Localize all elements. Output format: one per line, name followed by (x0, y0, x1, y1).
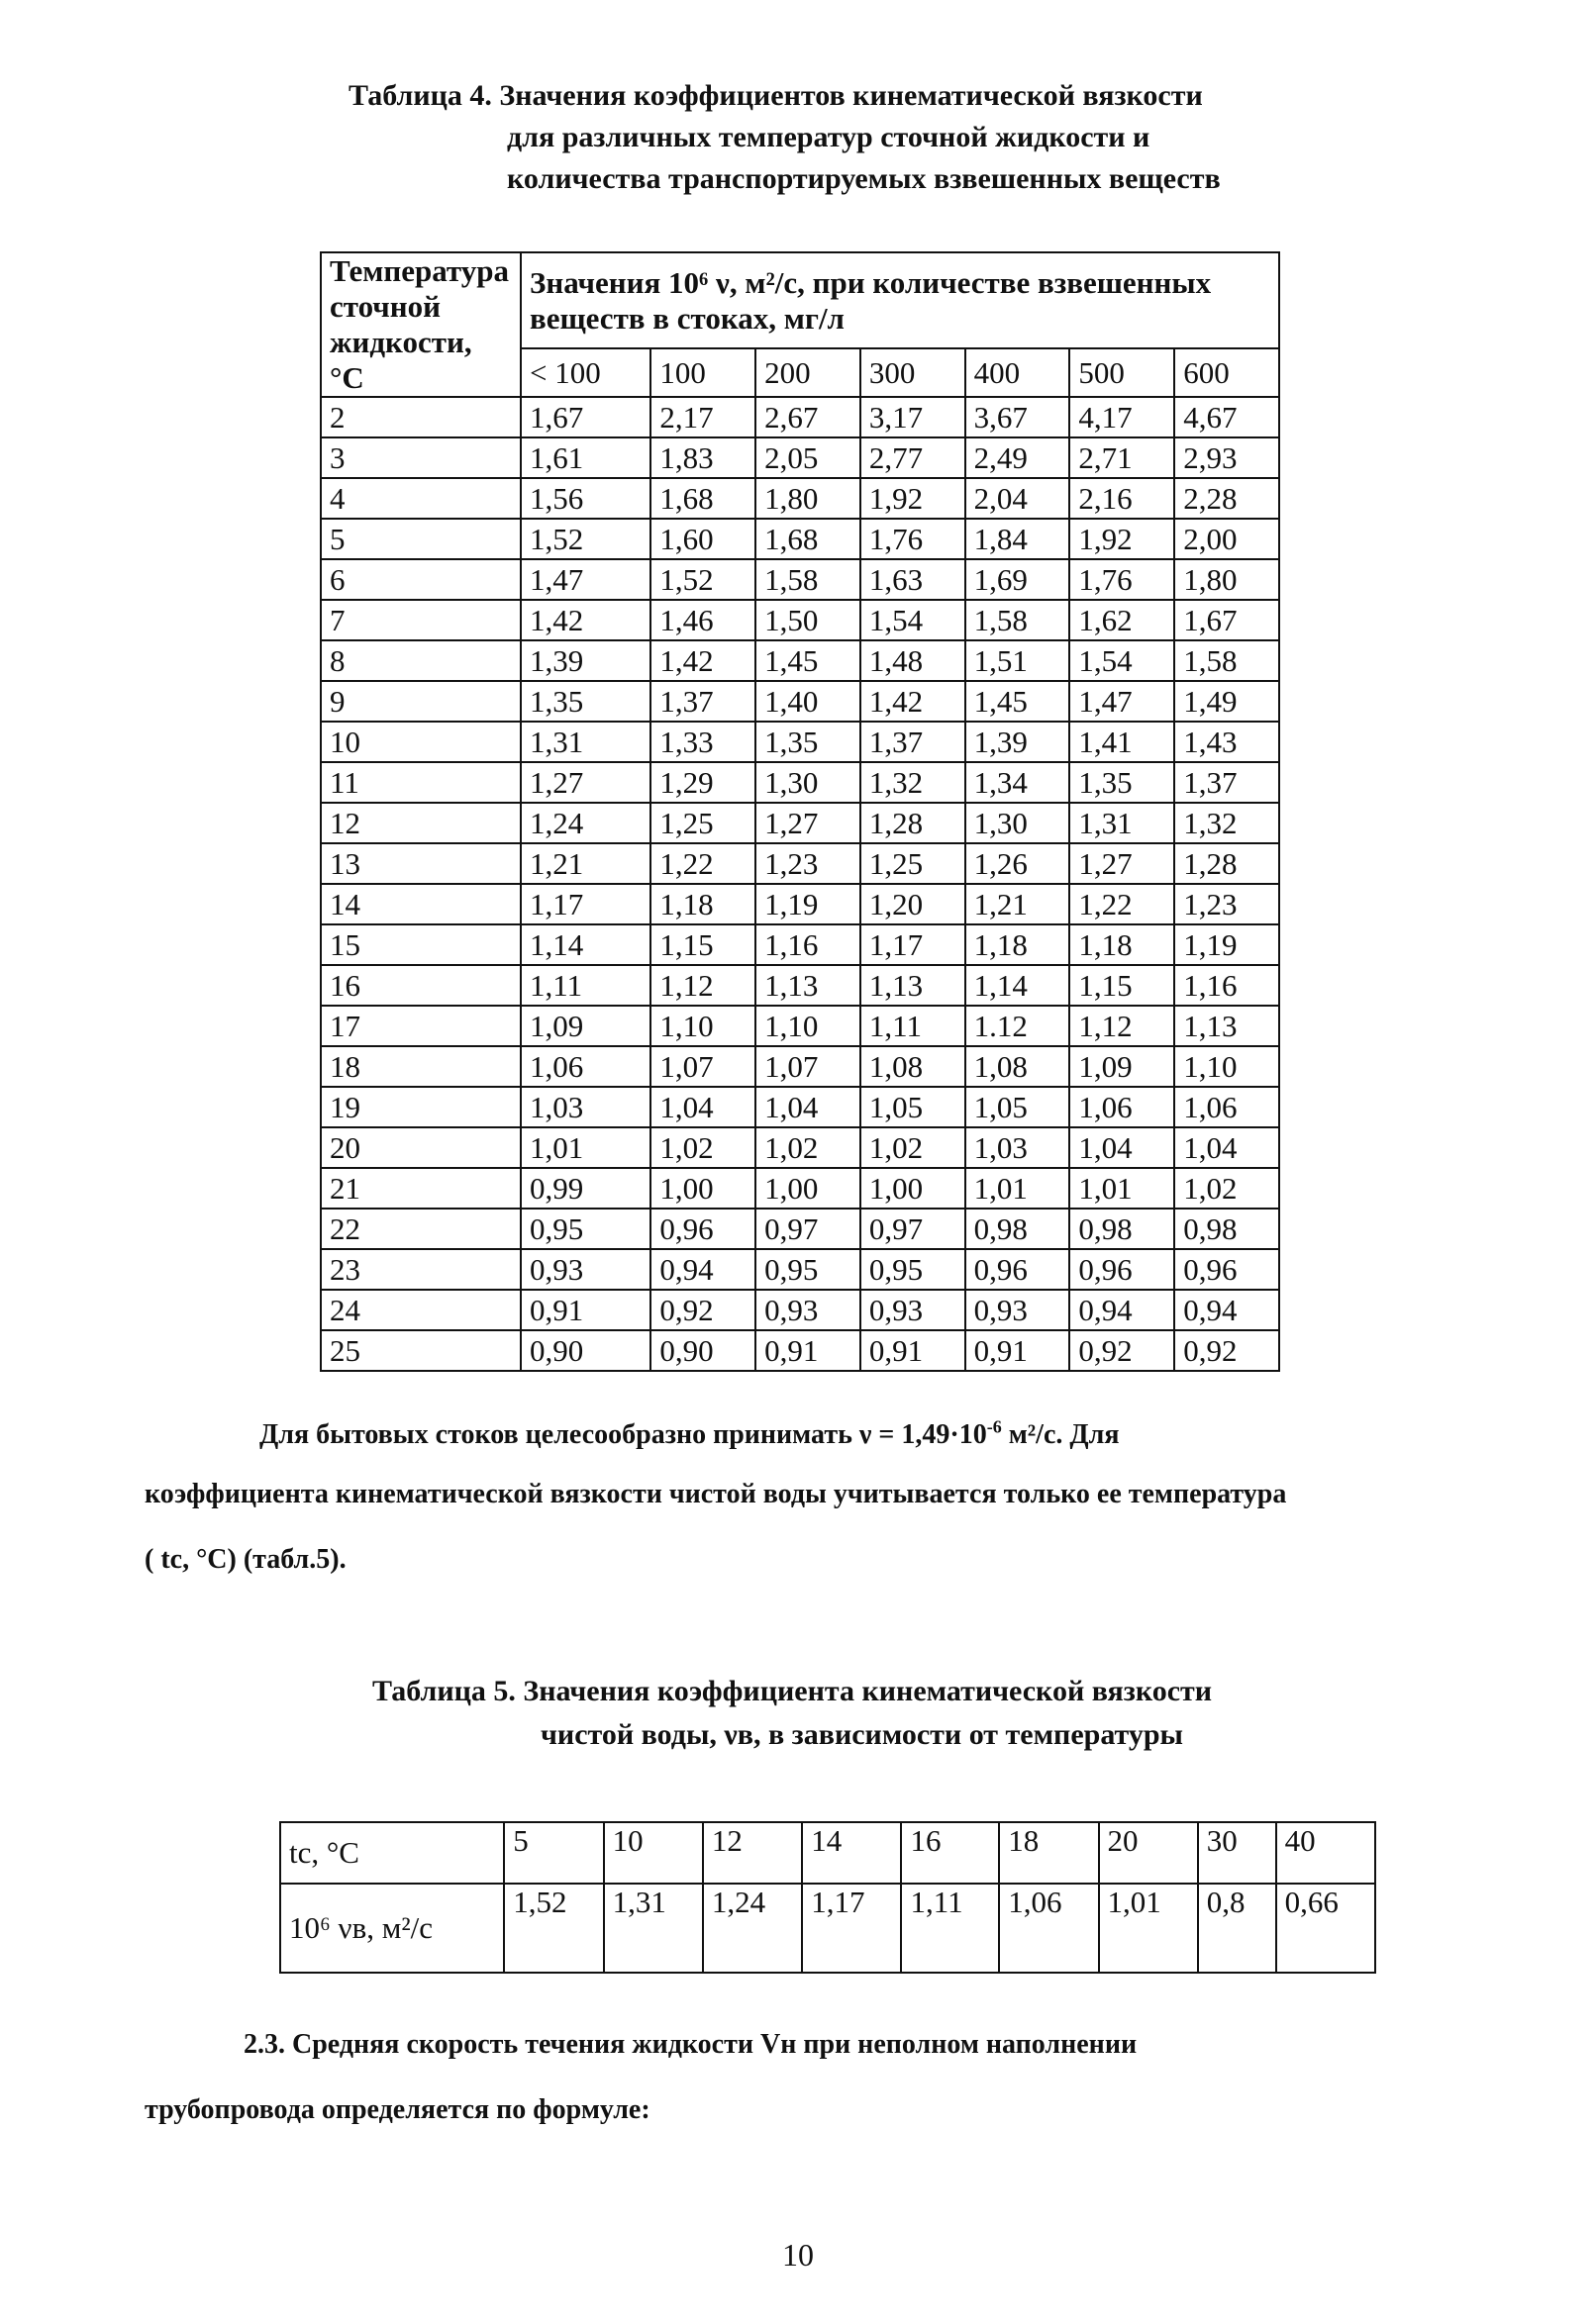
value-cell: 1,31 (604, 1884, 703, 1973)
value-cell: 0,95 (860, 1249, 965, 1290)
value-cell: 1,11 (901, 1884, 999, 1973)
value-cell: 2,67 (755, 397, 860, 437)
value-cell: 1,84 (965, 519, 1070, 559)
value-cell: 1,52 (650, 559, 755, 600)
value-cell: 2,17 (650, 397, 755, 437)
value-cell: 1,32 (1174, 803, 1279, 843)
value-cell: 1,69 (965, 559, 1070, 600)
value-cell: 1,37 (650, 681, 755, 722)
value-cell: 1,13 (860, 965, 965, 1006)
table-row (321, 640, 1279, 681)
value-cell: 0,92 (1069, 1330, 1174, 1371)
value-cell: 1,12 (1069, 1006, 1174, 1046)
value-cell: 0,98 (1069, 1209, 1174, 1249)
value-cell: 1,16 (1174, 965, 1279, 1006)
value-cell: 2,77 (860, 437, 965, 478)
value-cell: 1,61 (521, 437, 650, 478)
value-cell: 1,42 (650, 640, 755, 681)
table4-header-row (321, 252, 1279, 348)
paragraph2-line2: трубопровода определяется по формуле: (145, 2094, 650, 2125)
table5-row2-label: 10⁶ νв, м²/с (280, 1884, 504, 1973)
table-row (321, 1127, 1279, 1168)
value-cell: 1,68 (650, 478, 755, 519)
value-cell: 1,63 (860, 559, 965, 600)
value-cell: 1,68 (755, 519, 860, 559)
value-cell: 1,31 (1069, 803, 1174, 843)
temperature-cell: 7 (321, 600, 521, 640)
value-cell: 1,04 (1069, 1127, 1174, 1168)
table5-value-row (280, 1884, 1375, 1973)
value-cell: 1,06 (999, 1884, 1098, 1973)
temperature-cell: 11 (321, 762, 521, 803)
value-cell: 1,47 (521, 559, 650, 600)
value-cell: 1,16 (755, 924, 860, 965)
value-cell: 0,91 (860, 1330, 965, 1371)
value-cell: 0,95 (755, 1249, 860, 1290)
temperature-cell: 5 (321, 519, 521, 559)
temperature-cell: 10 (321, 722, 521, 762)
value-cell: 1,11 (860, 1006, 965, 1046)
temperature-cell: 30 (1198, 1822, 1276, 1884)
temperature-cell: 9 (321, 681, 521, 722)
temperature-cell: 20 (321, 1127, 521, 1168)
value-cell: 1,52 (504, 1884, 603, 1973)
value-cell: 1,02 (1174, 1168, 1279, 1209)
value-cell: 1,35 (521, 681, 650, 722)
value-cell: 1,06 (1174, 1087, 1279, 1127)
table-row (321, 559, 1279, 600)
value-cell: 1,92 (1069, 519, 1174, 559)
temperature-cell: 10 (604, 1822, 703, 1884)
paragraph1-line1 (259, 1416, 1120, 1451)
value-cell: 3,17 (860, 397, 965, 437)
temperature-cell: 12 (321, 803, 521, 843)
value-cell: 1,22 (650, 843, 755, 884)
value-cell: 0,99 (521, 1168, 650, 1209)
value-cell: 0,94 (1174, 1290, 1279, 1330)
value-cell: 1,18 (965, 924, 1070, 965)
table-row (321, 1006, 1279, 1046)
value-cell: 1,39 (521, 640, 650, 681)
value-cell: 1,10 (1174, 1046, 1279, 1087)
value-cell: 0,90 (650, 1330, 755, 1371)
column-header: 600 (1174, 348, 1279, 397)
temperature-cell: 20 (1099, 1822, 1198, 1884)
value-cell: 1,02 (755, 1127, 860, 1168)
temperature-cell: 14 (802, 1822, 901, 1884)
table-row (321, 1168, 1279, 1209)
value-cell: 2,05 (755, 437, 860, 478)
value-cell: 1,28 (860, 803, 965, 843)
table5-row1-label: tс, °С (280, 1822, 504, 1884)
value-cell: 1,02 (860, 1127, 965, 1168)
value-cell: 1,05 (860, 1087, 965, 1127)
temperature-cell: 18 (321, 1046, 521, 1087)
value-cell: 0,91 (965, 1330, 1070, 1371)
temperature-cell: 25 (321, 1330, 521, 1371)
table-row (321, 762, 1279, 803)
clean-water-viscosity-table (279, 1821, 1376, 1974)
value-cell: 1,45 (755, 640, 860, 681)
value-cell: 1,35 (1069, 762, 1174, 803)
table-row (321, 722, 1279, 762)
value-cell: 1,48 (860, 640, 965, 681)
value-cell: 1,30 (965, 803, 1070, 843)
table-row (321, 965, 1279, 1006)
column-header: < 100 (521, 348, 650, 397)
value-cell: 0,94 (1069, 1290, 1174, 1330)
temperature-cell: 6 (321, 559, 521, 600)
value-cell: 0,97 (755, 1209, 860, 1249)
value-cell: 1,22 (1069, 884, 1174, 924)
value-cell: 1,40 (755, 681, 860, 722)
value-cell: 1,27 (521, 762, 650, 803)
table4-caption-line2: для различных температур сточной жидкости и (507, 121, 1150, 153)
value-cell: 1,24 (521, 803, 650, 843)
paragraph1-line1-text: Для бытовых стоков целесообразно принимать ν = 1,49·10 (259, 1419, 987, 1450)
temperature-cell: 8 (321, 640, 521, 681)
value-cell: 0,96 (1174, 1249, 1279, 1290)
value-cell: 1,01 (1069, 1168, 1174, 1209)
table-row (321, 1046, 1279, 1087)
value-cell: 1,21 (965, 884, 1070, 924)
temperature-cell: 40 (1276, 1822, 1375, 1884)
value-cell: 2,28 (1174, 478, 1279, 519)
paragraph2-line1: 2.3. Средняя скорость течения жидкости Vн при неполном наполнении (244, 2029, 1138, 2060)
value-cell: 1,05 (965, 1087, 1070, 1127)
value-cell: 2,71 (1069, 437, 1174, 478)
value-cell: 1,42 (860, 681, 965, 722)
value-cell: 1,39 (965, 722, 1070, 762)
column-header: 500 (1069, 348, 1174, 397)
value-cell: 1,33 (650, 722, 755, 762)
temperature-cell: 22 (321, 1209, 521, 1249)
value-cell: 1,23 (1174, 884, 1279, 924)
value-cell: 1,08 (860, 1046, 965, 1087)
table-row (321, 1249, 1279, 1290)
value-cell: 2,49 (965, 437, 1070, 478)
temperature-cell: 16 (321, 965, 521, 1006)
table-row (321, 1290, 1279, 1330)
table-row (321, 924, 1279, 965)
temperature-cell: 4 (321, 478, 521, 519)
temperature-cell: 16 (901, 1822, 999, 1884)
value-cell: 1,58 (1174, 640, 1279, 681)
value-cell: 1,19 (1174, 924, 1279, 965)
value-cell: 1,46 (650, 600, 755, 640)
value-cell: 1,03 (965, 1127, 1070, 1168)
value-cell: 0,96 (965, 1249, 1070, 1290)
table5-caption-line2: чистой воды, νв, в зависимости от температуры (541, 1718, 1183, 1751)
value-cell: 1,10 (650, 1006, 755, 1046)
value-cell: 1,29 (650, 762, 755, 803)
value-cell: 0,93 (860, 1290, 965, 1330)
value-cell: 1,24 (703, 1884, 802, 1973)
temperature-cell: 13 (321, 843, 521, 884)
value-cell: 1,58 (965, 600, 1070, 640)
value-cell: 1,04 (650, 1087, 755, 1127)
value-cell: 1,83 (650, 437, 755, 478)
value-cell: 0,91 (755, 1330, 860, 1371)
value-cell: 1,27 (755, 803, 860, 843)
value-cell: 1,50 (755, 600, 860, 640)
value-cell: 1,13 (755, 965, 860, 1006)
temperature-cell: 15 (321, 924, 521, 965)
paragraph1-line1-end: м²/с. Для (1001, 1419, 1120, 1450)
value-cell: 1,37 (1174, 762, 1279, 803)
row-header-label: Температура сточной жидкости, °С (321, 252, 521, 397)
value-cell: 1,11 (521, 965, 650, 1006)
value-cell: 1,17 (802, 1884, 901, 1973)
table5-caption-line1: Таблица 5. Значения коэффициента кинематической вязкости (372, 1675, 1213, 1707)
value-cell: 1,54 (1069, 640, 1174, 681)
value-cell: 1,31 (521, 722, 650, 762)
value-cell: 1,02 (650, 1127, 755, 1168)
value-cell: 1,00 (755, 1168, 860, 1209)
value-cell: 0,94 (650, 1249, 755, 1290)
temperature-cell: 23 (321, 1249, 521, 1290)
table-row (321, 884, 1279, 924)
value-cell: 1,60 (650, 519, 755, 559)
table-row (321, 478, 1279, 519)
value-cell: 1,04 (755, 1087, 860, 1127)
value-cell: 1,13 (1174, 1006, 1279, 1046)
value-cell: 1,20 (860, 884, 965, 924)
value-cell: 1,06 (1069, 1087, 1174, 1127)
value-cell: 1.12 (965, 1006, 1070, 1046)
value-cell: 1,67 (1174, 600, 1279, 640)
value-cell: 1,54 (860, 600, 965, 640)
table-row (321, 803, 1279, 843)
temperature-cell: 2 (321, 397, 521, 437)
table4-caption-line1: Таблица 4. Значения коэффициентов кинематической вязкости (349, 79, 1203, 112)
value-cell: 1,01 (1099, 1884, 1198, 1973)
temperature-cell: 24 (321, 1290, 521, 1330)
value-cell: 1,28 (1174, 843, 1279, 884)
value-cell: 1,76 (1069, 559, 1174, 600)
value-cell: 0,95 (521, 1209, 650, 1249)
page-number: 10 (782, 2237, 814, 2273)
value-cell: 0,66 (1276, 1884, 1375, 1973)
value-cell: 1,19 (755, 884, 860, 924)
value-cell: 1,56 (521, 478, 650, 519)
value-cell: 4,17 (1069, 397, 1174, 437)
value-cell: 1,25 (650, 803, 755, 843)
table-row (321, 681, 1279, 722)
temperature-cell: 18 (999, 1822, 1098, 1884)
value-cell: 1,67 (521, 397, 650, 437)
value-cell: 0,96 (1069, 1249, 1174, 1290)
value-cell: 1,80 (1174, 559, 1279, 600)
table5-temperature-row (280, 1822, 1375, 1884)
table4-caption-line3: количества транспортируемых взвешенных веществ (507, 162, 1221, 195)
value-cell: 1,17 (860, 924, 965, 965)
value-cell: 1,80 (755, 478, 860, 519)
table-row (321, 437, 1279, 478)
value-cell: 1,00 (860, 1168, 965, 1209)
value-cell: 1,21 (521, 843, 650, 884)
value-cell: 2,93 (1174, 437, 1279, 478)
value-cell: 1,00 (650, 1168, 755, 1209)
value-cell: 3,67 (965, 397, 1070, 437)
value-cell: 1,35 (755, 722, 860, 762)
value-cell: 1,07 (650, 1046, 755, 1087)
column-header: 200 (755, 348, 860, 397)
value-cell: 2,04 (965, 478, 1070, 519)
table-row (321, 600, 1279, 640)
value-cell: 1,10 (755, 1006, 860, 1046)
temperature-cell: 21 (321, 1168, 521, 1209)
value-cell: 1,18 (1069, 924, 1174, 965)
value-cell: 1,26 (965, 843, 1070, 884)
paragraph1-line2: коэффициента кинематической вязкости чистой воды учитывается только ее температура (145, 1479, 1287, 1509)
value-cell: 1,58 (755, 559, 860, 600)
value-cell: 0,91 (521, 1290, 650, 1330)
temperature-cell: 3 (321, 437, 521, 478)
value-cell: 1,49 (1174, 681, 1279, 722)
value-cell: 1,92 (860, 478, 965, 519)
temperature-cell: 19 (321, 1087, 521, 1127)
value-cell: 1,62 (1069, 600, 1174, 640)
column-header: 300 (860, 348, 965, 397)
value-cell: 1,37 (860, 722, 965, 762)
value-cell: 1,15 (650, 924, 755, 965)
value-cell: 0,90 (521, 1330, 650, 1371)
value-cell: 1,07 (755, 1046, 860, 1087)
temperature-cell: 5 (504, 1822, 603, 1884)
value-cell: 2,16 (1069, 478, 1174, 519)
value-cell: 1,27 (1069, 843, 1174, 884)
value-cell: 1,47 (1069, 681, 1174, 722)
value-cell: 0,98 (965, 1209, 1070, 1249)
value-cell: 2,00 (1174, 519, 1279, 559)
value-cell: 1,08 (965, 1046, 1070, 1087)
value-cell: 1,01 (965, 1168, 1070, 1209)
table-row (321, 397, 1279, 437)
value-cell: 1,52 (521, 519, 650, 559)
value-cell: 1,12 (650, 965, 755, 1006)
value-cell: 1,42 (521, 600, 650, 640)
table-row (321, 1087, 1279, 1127)
value-cell: 0,97 (860, 1209, 965, 1249)
table-row (321, 1209, 1279, 1249)
value-cell: 1,14 (965, 965, 1070, 1006)
value-cell: 4,67 (1174, 397, 1279, 437)
paragraph1-exponent: -6 (986, 1416, 1002, 1437)
value-cell: 1,34 (965, 762, 1070, 803)
table-row (321, 519, 1279, 559)
value-cell: 1,04 (1174, 1127, 1279, 1168)
value-cell: 0,98 (1174, 1209, 1279, 1249)
value-cell: 1,45 (965, 681, 1070, 722)
value-cell: 0,93 (755, 1290, 860, 1330)
value-cell: 1,03 (521, 1087, 650, 1127)
value-cell: 1,43 (1174, 722, 1279, 762)
value-cell: 1,14 (521, 924, 650, 965)
value-cell: 1,09 (1069, 1046, 1174, 1087)
value-cell: 1,32 (860, 762, 965, 803)
temperature-cell: 12 (703, 1822, 802, 1884)
value-cell: 1,76 (860, 519, 965, 559)
table-row (321, 1330, 1279, 1371)
value-cell: 1,15 (1069, 965, 1174, 1006)
temperature-cell: 17 (321, 1006, 521, 1046)
value-cell: 1,51 (965, 640, 1070, 681)
temperature-cell: 14 (321, 884, 521, 924)
value-cell: 1,23 (755, 843, 860, 884)
value-cell: 1,06 (521, 1046, 650, 1087)
value-cell: 1,01 (521, 1127, 650, 1168)
value-cell: 0,92 (650, 1290, 755, 1330)
column-header: 100 (650, 348, 755, 397)
value-cell: 0,92 (1174, 1330, 1279, 1371)
viscosity-table (320, 251, 1280, 1372)
value-cell: 0,8 (1198, 1884, 1276, 1973)
table-row (321, 843, 1279, 884)
header-main: Значения 10⁶ ν, м²/с, при количестве взвешенных веществ в стоках, мг/л (521, 252, 1279, 348)
value-cell: 1,25 (860, 843, 965, 884)
column-header: 400 (965, 348, 1070, 397)
value-cell: 1,18 (650, 884, 755, 924)
value-cell: 1,09 (521, 1006, 650, 1046)
value-cell: 0,96 (650, 1209, 755, 1249)
value-cell: 1,30 (755, 762, 860, 803)
value-cell: 1,17 (521, 884, 650, 924)
value-cell: 0,93 (521, 1249, 650, 1290)
value-cell: 1,41 (1069, 722, 1174, 762)
paragraph1-line3: ( tс, °С) (табл.5). (145, 1544, 347, 1575)
value-cell: 0,93 (965, 1290, 1070, 1330)
